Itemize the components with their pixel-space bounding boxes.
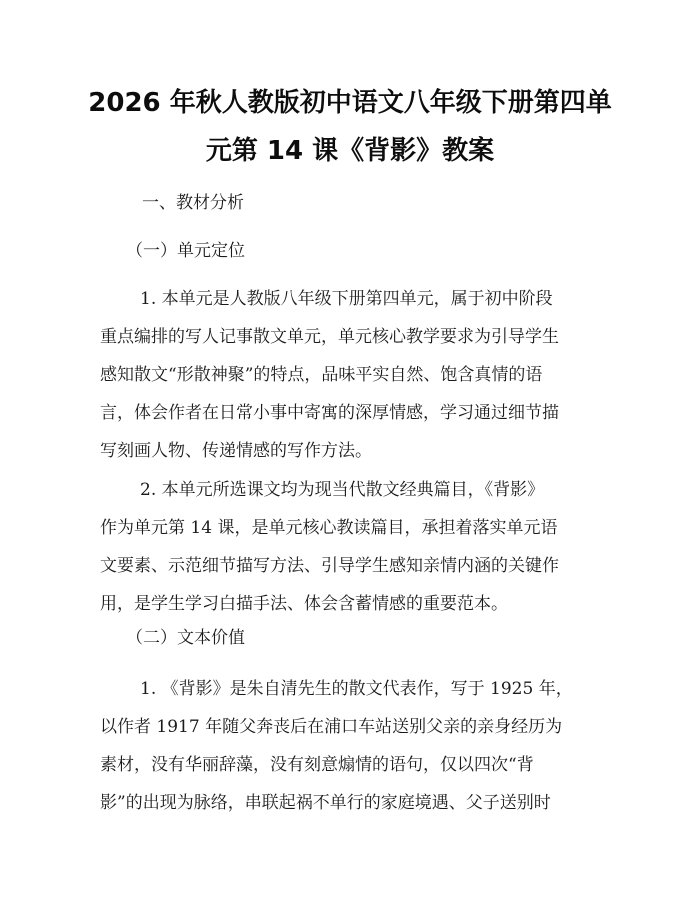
paragraph-line: 2. 本单元所选课文均为现当代散文经典篇目，《背影》 — [140, 480, 545, 500]
section-heading-textbook-analysis: 一、教材分析 — [142, 193, 244, 213]
paragraph-line: 素材，没有华丽辞藻，没有刻意煽情的语句，仅以四次“背 — [100, 755, 534, 775]
paragraph-text-value-1 — [100, 679, 600, 831]
subsection-heading-text-value: （二）文本价值 — [126, 628, 245, 648]
paragraph-line: 用，是学生学习白描手法、体会含蓄情感的重要范本。 — [100, 594, 508, 614]
document-title-line-1: 2026 年秋人教版初中语文八年级下册第四单 — [88, 88, 612, 118]
paragraph-line: 1. 《背影》是朱自清先生的散文代表作，写于 1925 年， — [140, 679, 573, 699]
paragraph-line: 重点编排的写人记事散文单元，单元核心教学要求为引导学生 — [100, 327, 559, 347]
paragraph-unit-positioning-1 — [100, 289, 600, 479]
paragraph-line: 言，体会作者在日常小事中寄寓的深厚情感，学习通过细节描 — [100, 403, 559, 423]
paragraph-line: 1. 本单元是人教版八年级下册第四单元，属于初中阶段 — [140, 289, 553, 309]
paragraph-unit-positioning-2 — [100, 480, 600, 632]
paragraph-line: 影”的出现为脉络，串联起祸不单行的家庭境遇、父子送别时 — [100, 793, 551, 813]
paragraph-line: 感知散文“形散神聚”的特点，品味平实自然、饱含真情的语 — [100, 365, 543, 385]
subsection-heading-unit-positioning: （一）单元定位 — [126, 241, 245, 261]
paragraph-line: 作为单元第 14 课，是单元核心教读篇目，承担着落实单元语 — [100, 518, 558, 538]
paragraph-line: 文要素、示范细节描写方法、引导学生感知亲情内涵的关键作 — [100, 556, 559, 576]
paragraph-line: 以作者 1917 年随父奔丧后在浦口车站送别父亲的亲身经历为 — [100, 717, 563, 737]
paragraph-line: 写刻画人物、传递情感的写作方法。 — [100, 441, 372, 461]
document-title-line-2: 元第 14 课《背影》教案 — [205, 136, 495, 166]
